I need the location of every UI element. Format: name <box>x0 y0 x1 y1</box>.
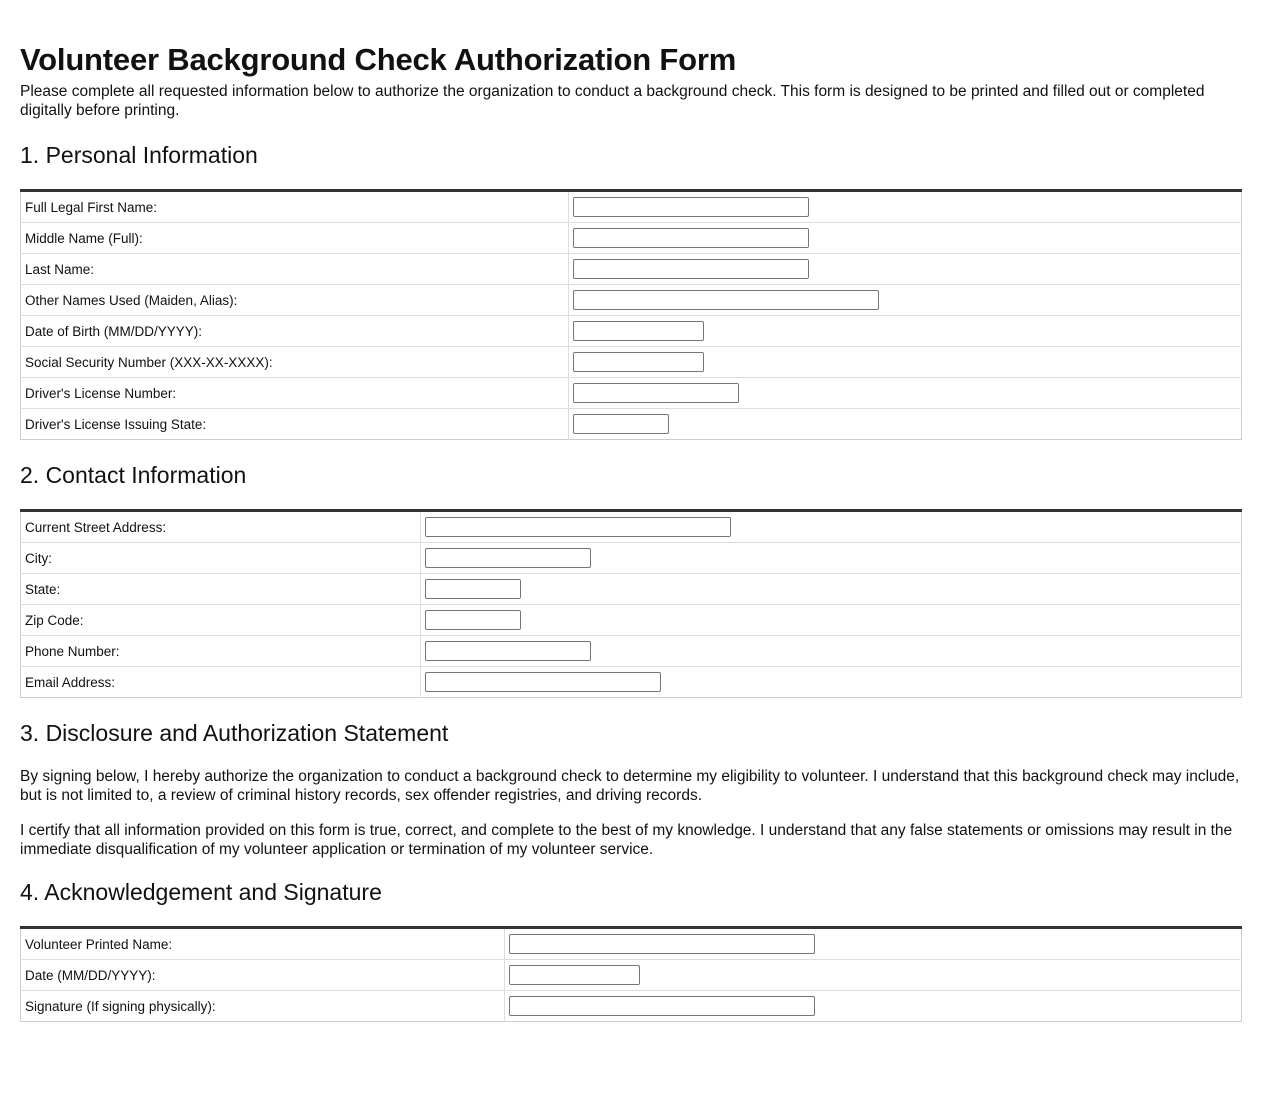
ssn-label: Social Security Number (XXX-XX-XXXX): <box>21 347 569 378</box>
other-names-input[interactable] <box>573 290 879 310</box>
ssn-input[interactable] <box>573 352 704 372</box>
first-name-label: Full Legal First Name: <box>21 191 569 223</box>
zip-code-input[interactable] <box>425 610 521 630</box>
phone-label: Phone Number: <box>21 636 421 667</box>
middle-name-label: Middle Name (Full): <box>21 223 569 254</box>
signature-label: Signature (If signing physically): <box>21 991 505 1022</box>
table-row <box>21 285 1242 316</box>
license-number-label: Driver's License Number: <box>21 378 569 409</box>
street-address-label: Current Street Address: <box>21 511 421 543</box>
section-heading-personal: 1. Personal Information <box>20 142 258 168</box>
email-label: Email Address: <box>21 667 421 698</box>
signature-date-label: Date (MM/DD/YYYY): <box>21 960 505 991</box>
table-row <box>21 928 1242 960</box>
section-heading-contact: 2. Contact Information <box>20 462 247 488</box>
zip-code-label: Zip Code: <box>21 605 421 636</box>
table-row <box>21 574 1242 605</box>
table-row <box>21 543 1242 574</box>
state-input[interactable] <box>425 579 521 599</box>
printed-name-input[interactable] <box>509 934 815 954</box>
license-state-input[interactable] <box>573 414 669 434</box>
state-label: State: <box>21 574 421 605</box>
section-heading-signature: 4. Acknowledgement and Signature <box>20 879 382 905</box>
table-row <box>21 191 1242 223</box>
city-input[interactable] <box>425 548 591 568</box>
phone-input[interactable] <box>425 641 591 661</box>
last-name-label: Last Name: <box>21 254 569 285</box>
table-row <box>21 636 1242 667</box>
last-name-input[interactable] <box>573 259 809 279</box>
table-row <box>21 991 1242 1022</box>
table-row <box>21 409 1242 440</box>
table-row <box>21 667 1242 698</box>
certification-paragraph: I certify that all information provided on this form is true, correct, and complete to the best of my knowledge. I understand that any false statements or omissions may result in the immediate disqualification of my volunteer application or termination of my volunteer service. <box>20 822 1233 858</box>
table-row <box>21 511 1242 543</box>
signature-table <box>20 926 1242 1022</box>
signature-input[interactable] <box>509 996 815 1016</box>
page-title: Volunteer Background Check Authorization Form <box>20 42 737 77</box>
table-row <box>21 254 1242 285</box>
table-row <box>21 378 1242 409</box>
date-of-birth-input[interactable] <box>573 321 704 341</box>
section-heading-disclosure: 3. Disclosure and Authorization Statement <box>20 720 449 746</box>
license-state-label: Driver's License Issuing State: <box>21 409 569 440</box>
contact-info-table <box>20 509 1242 698</box>
city-label: City: <box>21 543 421 574</box>
table-row <box>21 347 1242 378</box>
email-input[interactable] <box>425 672 661 692</box>
license-number-input[interactable] <box>573 383 739 403</box>
street-address-input[interactable] <box>425 517 731 537</box>
table-row <box>21 223 1242 254</box>
intro-text: Please complete all requested information below to authorize the organization to conduct a background check. This form is designed to be printed and filled out or completed digitally before printing. <box>20 83 1205 119</box>
personal-info-table <box>20 189 1242 440</box>
other-names-label: Other Names Used (Maiden, Alias): <box>21 285 569 316</box>
table-row <box>21 605 1242 636</box>
date-of-birth-label: Date of Birth (MM/DD/YYYY): <box>21 316 569 347</box>
signature-date-input[interactable] <box>509 965 640 985</box>
printed-name-label: Volunteer Printed Name: <box>21 928 505 960</box>
disclosure-paragraph: By signing below, I hereby authorize the organization to conduct a background check to determine my eligibility to volunteer. I understand that this background check may include, but is not limited to, a review of criminal history records, sex offender registries, and driving records. <box>20 768 1240 804</box>
first-name-input[interactable] <box>573 197 809 217</box>
middle-name-input[interactable] <box>573 228 809 248</box>
table-row <box>21 316 1242 347</box>
table-row <box>21 960 1242 991</box>
